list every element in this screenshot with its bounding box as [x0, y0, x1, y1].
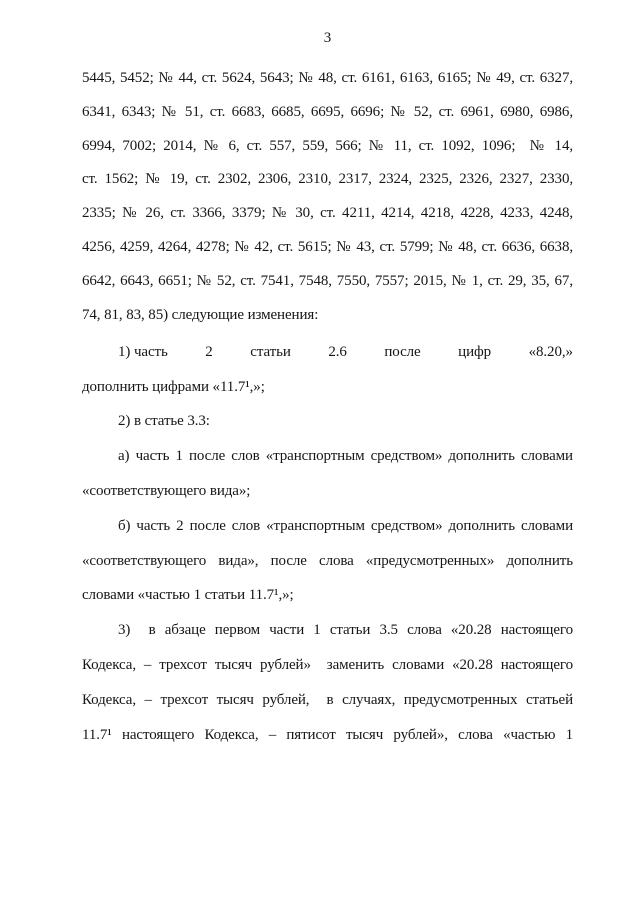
citation-line-5: 2335; № 26, ст. 3366, 3379; № 30, ст. 4211, 4214, 4218, 4228, 4233, 4248,: [82, 205, 573, 222]
citation-line-4: ст. 1562; № 19, ст. 2302, 2306, 2310, 2317, 2324, 2325, 2326, 2327, 2330,: [82, 171, 573, 188]
item-3-line-3: Кодекса, – трехсот тысяч рублей, в случаях, предусмотренных статьей: [82, 691, 573, 708]
citation-line-3: 6994, 7002; 2014, № 6, ст. 557, 559, 566; № 11, ст. 1092, 1096; № 14,: [82, 137, 573, 154]
text-word: статьи: [250, 343, 291, 360]
item-3-line-4: 11.7¹ настоящего Кодекса, – пятисот тысяч рублей», слова «частью 1: [82, 726, 573, 743]
text-word: 1) часть: [118, 343, 168, 360]
item-1-line-2: дополнить цифрами «11.7¹,»;: [82, 378, 265, 395]
page-number: 3: [323, 30, 332, 46]
item-2a-line-2: «соответствующего вида»;: [82, 483, 251, 500]
text-word: после: [384, 343, 421, 360]
text-word: 2: [205, 343, 213, 360]
text-word: 2.6: [328, 343, 347, 360]
citation-line-1: 5445, 5452; № 44, ст. 5624, 5643; № 48, ст. 6161, 6163, 6165; № 49, ст. 6327,: [82, 70, 573, 86]
document-body: [82, 62, 573, 752]
item-1-line-1: [82, 335, 573, 370]
item-2b-line-1: б) часть 2 после слов «транспортным средством» дополнить словами: [118, 517, 573, 534]
citation-line-8: 74, 81, 83, 85) следующие изменения:: [82, 306, 319, 323]
text-word: «8.20,»: [528, 343, 573, 360]
citation-line-2: 6341, 6343; № 51, ст. 6683, 6685, 6695, 6696; № 52, ст. 6961, 6980, 6986,: [82, 103, 573, 120]
text-word: цифр: [458, 343, 492, 360]
citation-line-6: 4256, 4259, 4264, 4278; № 42, ст. 5615; № 43, ст. 5799; № 48, ст. 6636, 6638,: [82, 238, 573, 255]
citation-paragraph: [82, 62, 573, 332]
amendment-items: [82, 335, 573, 753]
item-2-line-1: 2) в статье 3.3:: [118, 413, 210, 430]
item-3-line-2: Кодекса, – трехсот тысяч рублей» заменить словами «20.28 настоящего: [82, 657, 573, 674]
item-2a-line-1: а) часть 1 после слов «транспортным средством» дополнить словами: [118, 448, 573, 465]
citation-line-7: 6642, 6643, 6651; № 52, ст. 7541, 7548, 7550, 7557; 2015, № 1, ст. 29, 35, 67,: [82, 272, 573, 289]
item-2b-line-3: словами «частью 1 статьи 11.7¹,»;: [82, 587, 294, 604]
item-3-line-1: 3) в абзаце первом части 1 статьи 3.5 слова «20.28 настоящего: [118, 622, 573, 639]
item-2b-line-2: «соответствующего вида», после слова «предусмотренных» дополнить: [82, 552, 573, 569]
